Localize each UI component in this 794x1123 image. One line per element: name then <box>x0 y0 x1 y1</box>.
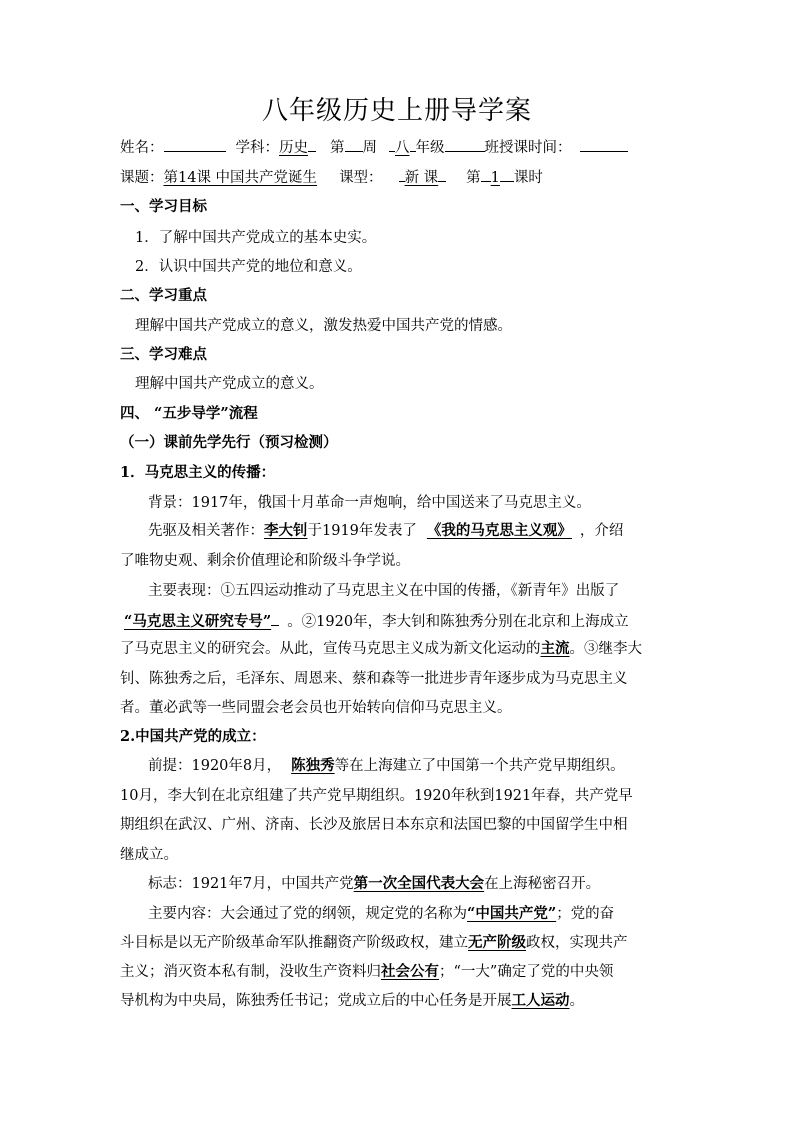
part2-premise-line4: 继成立。 <box>120 847 178 863</box>
part2-content-line1: 主要内容：大会通过了党的纲领，规定党的名称为“中国共产党”；党的奋 <box>148 905 615 922</box>
first-congress: 第一次全国代表大会 <box>353 875 485 892</box>
grade-value: 八 <box>395 140 410 156</box>
goals-heading: 一、学习目标 <box>120 198 207 215</box>
grade-post: 年级 <box>415 140 445 156</box>
lesson-value: 第14课 中国共产党诞生 <box>163 170 318 186</box>
part2-heading: 2.中国共产党的成立： <box>120 728 266 745</box>
part1-main-line4: 钊、陈独秀之后，毛泽东、周恩来、蔡和森等一批进步青年逐步成为马克思主义 <box>120 671 628 687</box>
header-line-2 <box>120 167 543 188</box>
name-blank <box>164 137 226 152</box>
part2-premise-line2: 10月，李大钊在北京组建了共产党早期组织。1920年秋到1921年春，共产党早 <box>120 788 633 804</box>
goal-2: 2．认识中国共产党的地位和意义。 <box>135 259 362 275</box>
week-blank <box>345 137 363 152</box>
header-line-1 <box>120 137 628 158</box>
week-post: 周 <box>362 140 377 156</box>
key-text: 理解中国共产党成立的意义，激发热爱中国共产党的情感。 <box>135 318 512 334</box>
pioneer-book: 《我的马克思主义观》 <box>426 522 572 539</box>
type-label: 课型： <box>339 170 383 186</box>
part2-content-line4: 导机构为中央局，陈独秀任书记；党成立后的中心任务是开展工人运动。 <box>120 992 584 1009</box>
name-label: 姓名： <box>120 140 164 156</box>
week-pre: 第 <box>330 140 345 156</box>
part2-mark: 标志：1921年7月，中国共产党第一次全国代表大会在上海秘密召开。 <box>148 875 601 892</box>
labor-movement: 工人运动 <box>511 992 570 1009</box>
time-blank <box>580 137 628 152</box>
key-heading: 二、学习重点 <box>120 287 207 304</box>
part1-heading: 1．马克思主义的传播： <box>120 464 276 481</box>
period-pre: 第 <box>466 170 481 186</box>
part2-premise-line3: 期组织在武汉、广州、济南、长沙及旅居日本东京和法国巴黎的中国留学生中相 <box>120 817 628 833</box>
mainstream: 主流 <box>540 640 570 657</box>
flow-heading: 四、 “五步导学”流程 <box>120 405 258 422</box>
subject-value: 历史 <box>279 140 308 156</box>
premise-name: 陈独秀 <box>291 757 335 774</box>
pre-study-heading: （一）课前先学先行（预习检测） <box>120 434 338 451</box>
public-ownership: 社会公有 <box>381 963 439 980</box>
time-label: 班授课时间： <box>484 140 572 156</box>
part1-pioneer-line2: 了唯物史观、剩余价值理论和阶级斗争学说。 <box>120 553 410 569</box>
period-post: 课时 <box>513 170 543 186</box>
goal-1: 1．了解中国共产党成立的基本史实。 <box>135 230 377 246</box>
part1-main-line2: “马克思主义研究专号” 。②1920年，李大钊和陈独秀分别在北京和上海成立 <box>124 613 629 630</box>
part1-background: 背景：1917年，俄国十月革命一声炮响，给中国送来了马克思主义。 <box>148 495 591 511</box>
subject-label: 学科： <box>235 140 279 156</box>
party-name: “中国共产党” <box>467 905 557 922</box>
difficult-heading: 三、学习难点 <box>120 346 207 363</box>
lesson-label: 课题： <box>120 170 164 186</box>
grade-blank <box>445 137 485 152</box>
proletariat: 无产阶级 <box>468 934 526 951</box>
part2-content-line3: 主义；消灭资本私有制，没收生产资料归社会公有；“一大”确定了党的中央领 <box>120 963 614 980</box>
page-title: 八年级历史上册导学案 <box>261 96 532 126</box>
special-issue: “马克思主义研究专号” <box>124 613 272 630</box>
type-value: 新 课 <box>404 170 439 186</box>
part1-main-line3: 了马克思主义的研究会。从此，宣传马克思主义成为新文化运动的主流。③继李大 <box>120 640 642 657</box>
difficult-text: 理解中国共产党成立的意义。 <box>135 376 324 392</box>
part1-pioneer: 先驱及相关著作：李大钊于1919年发表了 《我的马克思主义观》 ，介绍 <box>148 522 624 539</box>
part2-premise: 前提：1920年8月， 陈独秀等在上海建立了中国第一个共产党早期组织。 <box>148 757 625 774</box>
period-value: 1 <box>490 170 500 186</box>
part2-content-line2: 斗目标是以无产阶级革命军队推翻资产阶级政权，建立无产阶级政权，实现共产 <box>120 934 628 951</box>
part1-main-line1: 主要表现：①五四运动推动了马克思主义在中国的传播，《新青年》出版了 <box>148 583 620 599</box>
part1-main-line5: 者。董必武等一些同盟会老会员也开始转向信仰马克思主义。 <box>120 700 512 716</box>
pioneer-name: 李大钊 <box>264 522 308 539</box>
